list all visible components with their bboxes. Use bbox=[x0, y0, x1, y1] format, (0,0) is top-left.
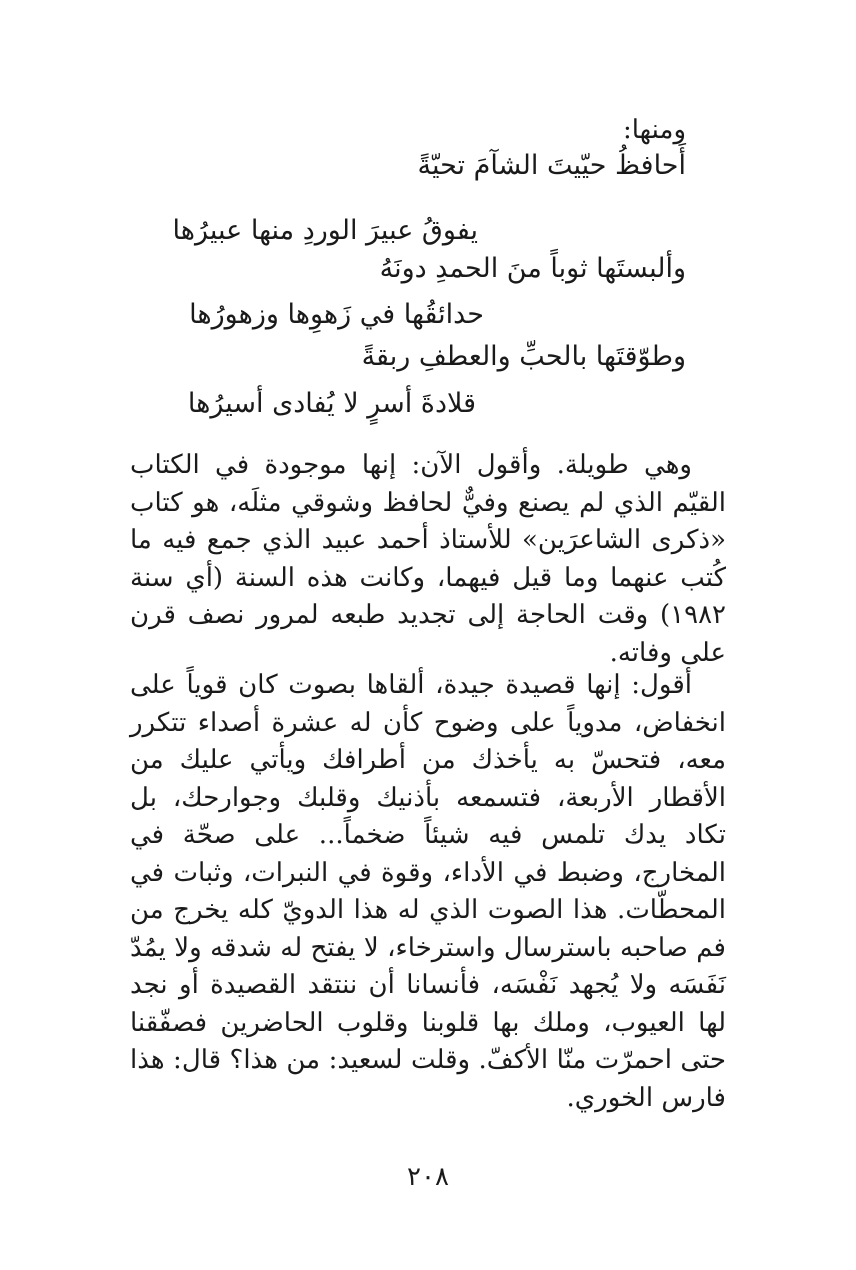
intro-line: ومنها: bbox=[623, 115, 686, 145]
poem-verse-4: حدائقُها في زَهوِها وزهورُها bbox=[189, 299, 484, 330]
poem-verse-5: وطوّقتَها بالحبِّ والعطفِ ربقةً bbox=[361, 341, 686, 372]
poem-verse-1: أَحافظُ حيّيتَ الشآمَ تحيّةً bbox=[417, 150, 686, 181]
poem-verse-2: يفوقُ عبيرَ الوردِ منها عبيرُها bbox=[172, 215, 478, 246]
page-number: ٢٠٨ bbox=[407, 1162, 449, 1192]
paragraph-2: أقول: إنها قصيدة جيدة، ألقاها بصوت كان قوياً على انخفاض، مدوياً على وضوح كأن له عشرة أصداء تتكرر معه، فتحسّ به يأخذك من أطرافك ويأتي عليك من الأقطار الأربعة، فتسمعه بأذنيك وقلبك وجوارحك، بل تكاد يدك تلمس فيه شيئاً ضخماً... على صحّة في المخارج، وضبط في الأداء، وقوة في النبرات، وثبات في المحطّات. هذا الصوت الذي له هذا الدويّ كله يخرج من فم صاحبه باسترسال واسترخاء، لا يفتح له شدقه ولا يمُدّ نَفَسَه ولا يُجهد نَفْسَه، فأنسانا أن ننتقد القصيدة أو نجد لها العيوب، وملك بها قلوبنا وقلوب الحاضرين فصفّقنا حتى احمرّت منّا الأكفّ. وقلت لسعيد: من هذا؟ قال: هذا فارس الخوري. bbox=[130, 670, 727, 1113]
poem-verse-6: قلادةَ أسرٍ لا يُفادى أسيرُها bbox=[187, 388, 476, 419]
paragraph-1: وهي طويلة. وأقول الآن: إنها موجودة في الكتاب القيّم الذي لم يصنع وفيٌّ لحافظ وشوقي مثلَه، هو كتاب «ذكرى الشاعرَين» للأستاذ أحمد عبيد الذي جمع فيه ما كُتب عنهما وما قيل فيهما، وكانت هذه السنة (أي سنة ١٩٨٢) وقت الحاجة إلى تجديد طبعه لمرور نصف قرن على وفاته. bbox=[130, 450, 726, 668]
poem-verse-3: وألبستَها ثوباً منَ الحمدِ دونَهُ bbox=[379, 253, 686, 284]
